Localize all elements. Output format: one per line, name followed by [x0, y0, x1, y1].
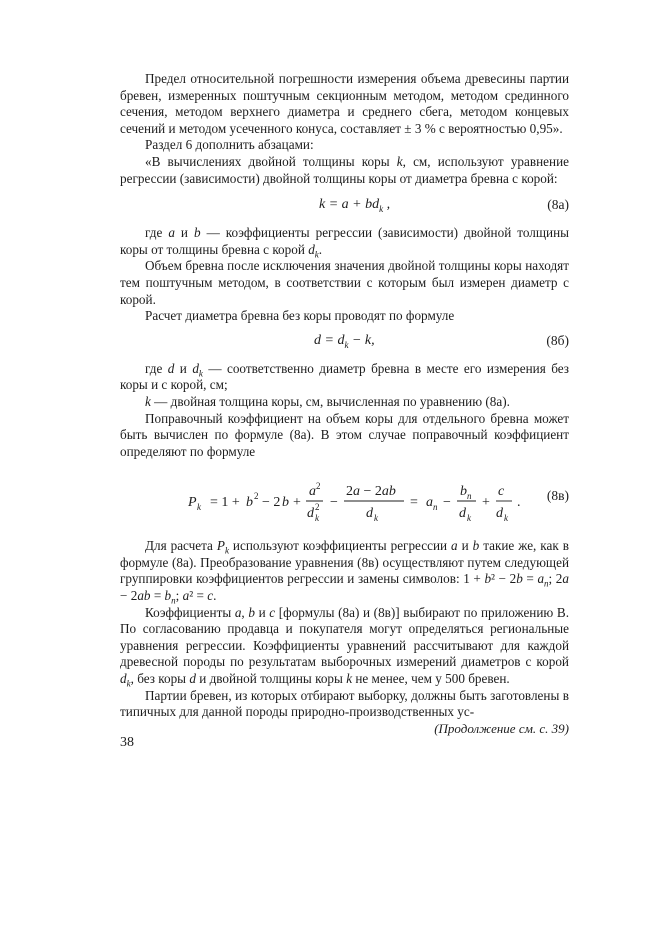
svg-text:=: =: [410, 495, 418, 511]
svg-text:a: a: [309, 484, 316, 500]
equation-8a: [120, 191, 569, 221]
svg-text:a: a: [426, 495, 433, 511]
paragraph-bark-thickness: «В вычислениях двойной толщины коры k, см, используют уравнение регрессии (зависимости) двойной толщины коры от диаметра бревна с корой:: [120, 153, 569, 186]
svg-text:+: +: [293, 495, 301, 511]
paragraph-coefficients-ab: где a и b — коэффициенты регрессии (зависимости) двойной толщины коры от толщины бревна с корой $d_k$.: [120, 225, 569, 260]
svg-text:2a − 2ab: 2a − 2ab: [346, 484, 396, 500]
svg-text:P: P: [188, 495, 197, 511]
svg-text:k: k: [374, 513, 378, 524]
continuation-note: (Продолжение см. с. 39): [434, 720, 569, 736]
svg-text:2: 2: [254, 491, 259, 502]
svg-text:2: 2: [316, 481, 321, 492]
svg-text:−: −: [443, 495, 451, 511]
svg-text:2: 2: [315, 502, 320, 513]
svg-text:k: k: [504, 513, 508, 524]
svg-text:b: b: [282, 495, 289, 511]
equation-8b: [120, 327, 569, 357]
svg-text:d: d: [307, 506, 314, 522]
paragraph-diameter-calc: Расчет диаметра бревна без коры проводят по формуле: [145, 308, 455, 324]
svg-text:b: b: [246, 495, 253, 511]
equation-8a-formula: $k = a + bd_k$ ,: [319, 197, 391, 214]
paragraph-correction-coefficient: Поправочный коэффициент на объем коры для отдельного бревна может быть вычислен по формуле (8а). В этом случае поправочный коэффициент определяют по формуле: [120, 410, 569, 459]
svg-text:c: c: [498, 484, 505, 500]
svg-text:−: −: [330, 495, 338, 511]
svg-text:+: +: [482, 495, 490, 511]
equation-8b-number: (8б): [546, 332, 569, 348]
svg-text:d: d: [459, 506, 466, 522]
svg-text:n: n: [433, 502, 438, 513]
text-column: [120, 71, 569, 737]
svg-text:d: d: [496, 506, 503, 522]
svg-text:k: k: [315, 513, 319, 524]
svg-text:− 2: − 2: [262, 495, 281, 511]
paragraph-d-dk-definition: где d и $d_k$ — соответственно диаметр бревна в месте его измерения без коры и с корой, см;: [120, 360, 569, 393]
svg-text:d: d: [366, 506, 373, 522]
paragraph-log-volume: Объем бревна после исключения значения двойной толщины коры находят тем поштучным методом, в соответствии с которым был измерен диаметр с корой.: [120, 258, 569, 307]
page-number: 38: [120, 735, 134, 750]
paragraph-pk-calculation: Для расчета $P_k$ используют коэффициенты регрессии a и b такие же, как в формуле (8а). Преобразование уравнения (8в) осуществляют путем следующей группировки коэффициентов регрессии и замены символов: $1 + b^2 - 2b = a_n$; $2a - 2ab = b_n$; a² = c.: [120, 538, 569, 606]
svg-text:n: n: [467, 491, 472, 502]
equation-8a-number: (8а): [547, 197, 569, 213]
paragraph-section-6: Раздел 6 дополнить абзацами:: [145, 137, 314, 153]
svg-text:b: b: [460, 484, 467, 500]
svg-text:k: k: [467, 513, 471, 524]
equation-8b-formula: $d = d_k - k$,: [314, 332, 375, 350]
svg-text:k: k: [197, 502, 201, 513]
svg-text:.: .: [517, 495, 521, 511]
paragraph-sampling: Партии бревен, из которых отбирают выборку, должны быть заготовлены в типичных для данной породы природно-производственных ус-: [120, 687, 569, 720]
equation-8v-number: (8в): [546, 488, 569, 504]
svg-text:= 1 +: = 1 +: [210, 495, 240, 511]
paragraph-k-definition: k — двойная толщина коры, см, вычисленная по уравнению (8а).: [145, 393, 510, 409]
paragraph-coefficients-selection: Коэффициенты a, b и c [формулы (8а) и (8в)] выбирают по приложению В. По согласованию продавца и покупателя могут определяться региональные уравнения регрессии. Коэффициенты уравнений рассчитывают для каждой древесной породы по результатам выборочных измерений диаметров с корой $d_k$, без коры d и двойной толщины коры k не менее, чем у 500 бревен.: [120, 604, 569, 689]
equation-8v: [120, 466, 569, 534]
paragraph-error-limit: Предел относительной погрешности измерения объема древесины партии бревен, измеренных поштучным секционным методом, методом срединного сечения, методом верхнего диаметра и среднего сбега, методом концевых сечений и методом усеченного конуса, составляет ± 3 % с вероятностью 0,95».: [120, 71, 569, 136]
equation-8v-formula: [120, 466, 540, 534]
